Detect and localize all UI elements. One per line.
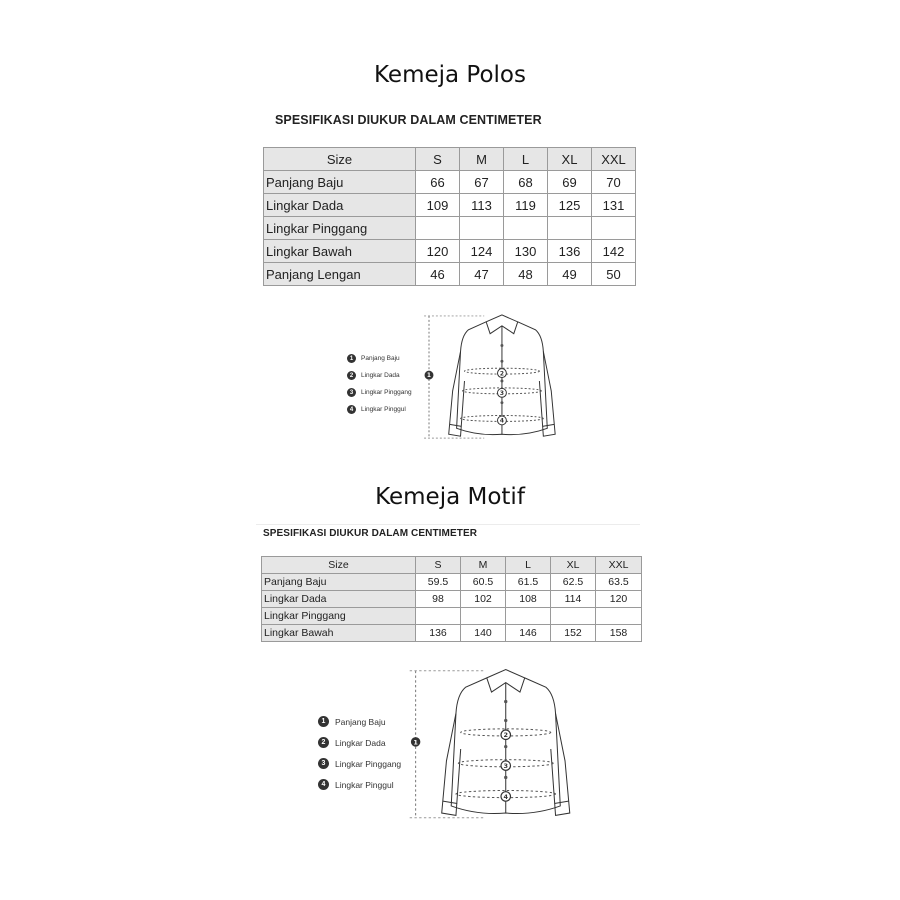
table-cell <box>548 217 592 240</box>
table-cell: 61.5 <box>506 574 551 591</box>
table-cell: 136 <box>416 625 461 642</box>
table-cell: 63.5 <box>596 574 642 591</box>
table-cell <box>596 608 642 625</box>
row-label: Panjang Baju <box>264 171 416 194</box>
table-row <box>264 217 636 240</box>
table-cell: 120 <box>416 240 460 263</box>
legend-number: 4 <box>318 779 329 790</box>
legend-number: 3 <box>347 388 356 397</box>
table-row <box>262 574 642 591</box>
marker-3-label: 3 <box>499 390 505 397</box>
table-cell: 125 <box>548 194 592 217</box>
measurement-legend <box>347 350 412 418</box>
table-header-row <box>262 557 642 574</box>
shirt-measurement-diagram <box>404 666 598 832</box>
row-label: Lingkar Dada <box>264 194 416 217</box>
table-cell: 102 <box>461 591 506 608</box>
table-cell <box>416 217 460 240</box>
row-label: Lingkar Bawah <box>262 625 416 642</box>
spec-title: SPESIFIKASI DIUKUR DALAM CENTIMETER <box>275 113 542 127</box>
table-cell <box>460 217 504 240</box>
table-row <box>262 625 642 642</box>
table-row <box>264 194 636 217</box>
table-cell: 70 <box>592 171 636 194</box>
row-label: Lingkar Bawah <box>264 240 416 263</box>
legend-number: 1 <box>347 354 356 363</box>
table-cell: 152 <box>551 625 596 642</box>
marker-3-label: 3 <box>503 761 509 770</box>
row-label: Lingkar Pinggang <box>264 217 416 240</box>
table-header-cell: L <box>506 557 551 574</box>
table-cell: 69 <box>548 171 592 194</box>
table-header-cell: XL <box>551 557 596 574</box>
legend-label: Panjang Baju <box>335 716 386 727</box>
table-cell: 66 <box>416 171 460 194</box>
table-cell <box>551 608 596 625</box>
legend-item <box>347 401 412 418</box>
table-cell: 67 <box>460 171 504 194</box>
legend-item <box>347 367 412 384</box>
row-label: Lingkar Dada <box>262 591 416 608</box>
legend-number: 2 <box>347 371 356 380</box>
table-header-cell: S <box>416 557 461 574</box>
legend-number: 3 <box>318 758 329 769</box>
table-row <box>262 608 642 625</box>
size-table <box>261 556 642 642</box>
table-header-cell: Size <box>264 148 416 171</box>
table-cell: 124 <box>460 240 504 263</box>
table-cell: 142 <box>592 240 636 263</box>
table-cell: 46 <box>416 263 460 286</box>
row-label: Panjang Lengan <box>264 263 416 286</box>
table-row <box>264 263 636 286</box>
table-cell: 140 <box>461 625 506 642</box>
legend-item <box>318 732 401 753</box>
table-cell <box>461 608 506 625</box>
table-cell <box>506 608 551 625</box>
legend-number: 2 <box>318 737 329 748</box>
table-cell: 108 <box>506 591 551 608</box>
legend-label: Lingkar Dada <box>335 737 386 748</box>
legend-label: Lingkar Pinggang <box>361 389 412 396</box>
table-cell: 59.5 <box>416 574 461 591</box>
section-title: Kemeja Polos <box>373 62 526 88</box>
legend-item <box>318 711 401 732</box>
table-cell: 146 <box>506 625 551 642</box>
table-cell <box>504 217 548 240</box>
table-header-cell: L <box>504 148 548 171</box>
table-cell: 120 <box>596 591 642 608</box>
legend-item <box>318 774 401 795</box>
legend-label: Lingkar Pinggang <box>335 758 402 769</box>
marker-2-label: 2 <box>499 371 505 378</box>
table-cell: 68 <box>504 171 548 194</box>
row-label: Lingkar Pinggang <box>262 608 416 625</box>
legend-item <box>318 753 401 774</box>
table-cell: 136 <box>548 240 592 263</box>
table-cell: 113 <box>460 194 504 217</box>
table-header-cell: XXL <box>592 148 636 171</box>
table-cell: 47 <box>460 263 504 286</box>
table-cell: 48 <box>504 263 548 286</box>
table-cell <box>416 608 461 625</box>
marker-4-label: 4 <box>499 418 505 425</box>
size-table <box>263 147 636 286</box>
legend-item <box>347 350 412 367</box>
table-cell: 114 <box>551 591 596 608</box>
marker-2-label: 2 <box>503 731 509 740</box>
table-cell: 98 <box>416 591 461 608</box>
measurement-legend <box>318 711 401 795</box>
legend-label: Lingkar Pinggul <box>361 406 406 413</box>
table-header-cell: XL <box>548 148 592 171</box>
spec-title: SPESIFIKASI DIUKUR DALAM CENTIMETER <box>263 528 478 539</box>
table-cell: 60.5 <box>461 574 506 591</box>
table-cell: 49 <box>548 263 592 286</box>
table-header-cell: M <box>461 557 506 574</box>
table-cell: 119 <box>504 194 548 217</box>
table-row <box>264 171 636 194</box>
table-cell: 109 <box>416 194 460 217</box>
legend-label: Panjang Baju <box>361 355 400 362</box>
table-cell: 158 <box>596 625 642 642</box>
legend-label: Lingkar Pinggul <box>335 779 394 790</box>
marker-1-label: 1 <box>426 373 432 380</box>
legend-number: 1 <box>318 716 329 727</box>
marker-4-label: 4 <box>503 792 509 801</box>
table-cell: 131 <box>592 194 636 217</box>
table-header-cell: S <box>416 148 460 171</box>
legend-item <box>347 384 412 401</box>
table-cell <box>592 217 636 240</box>
table-row <box>264 240 636 263</box>
shirt-measurement-diagram <box>418 312 578 450</box>
row-label: Panjang Baju <box>262 574 416 591</box>
legend-number: 4 <box>347 405 356 414</box>
table-header-cell: Size <box>262 557 416 574</box>
table-cell: 130 <box>504 240 548 263</box>
section-title: Kemeja Motif <box>375 484 525 510</box>
table-cell: 62.5 <box>551 574 596 591</box>
divider <box>256 524 640 525</box>
table-cell: 50 <box>592 263 636 286</box>
table-row <box>262 591 642 608</box>
table-header-cell: M <box>460 148 504 171</box>
marker-1-label: 1 <box>413 738 418 747</box>
table-header-row <box>264 148 636 171</box>
table-header-cell: XXL <box>596 557 642 574</box>
legend-label: Lingkar Dada <box>361 372 400 379</box>
